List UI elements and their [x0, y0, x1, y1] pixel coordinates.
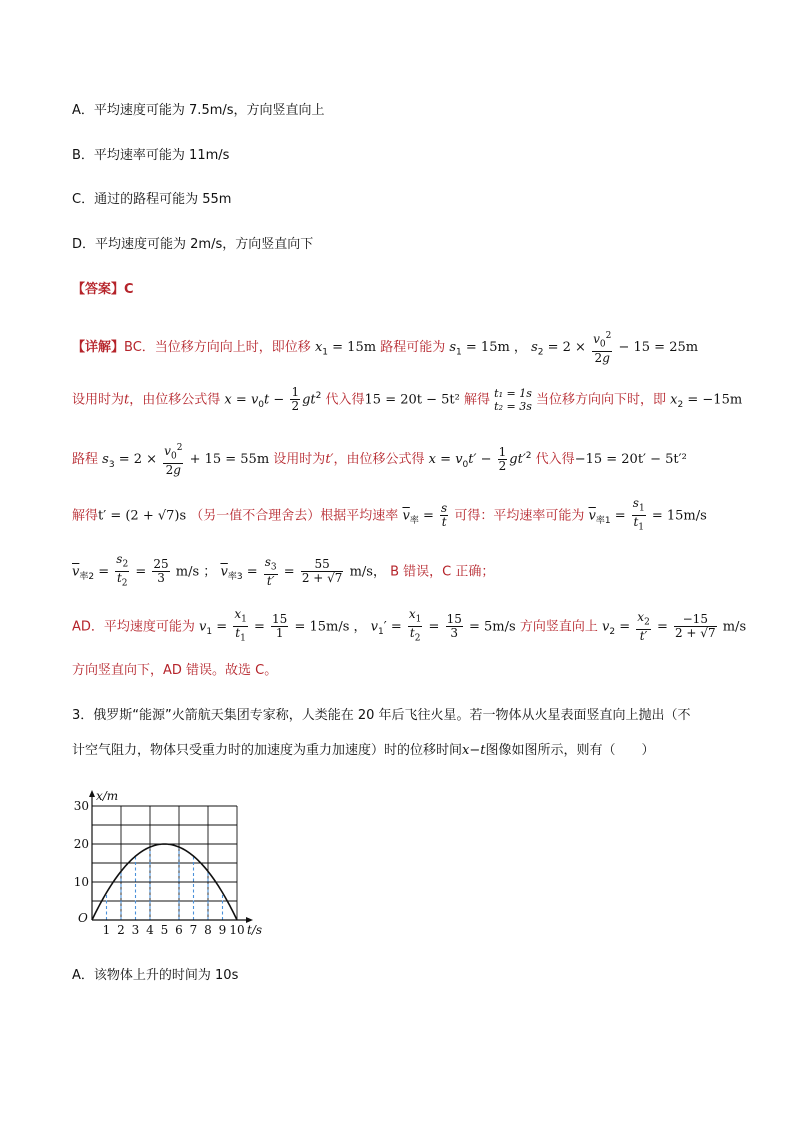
- detail-line-5: $\overline{v}_{率2}$ = $\frac{s_2}{t_2}$ = $\frac{25}{3}$ m/s ； $\overline{v}_{率3}$ = $\frac{s_3}{t'}$ = $\frac{55}{2 + √7}$ m/s， B 错误，C 正确；: [72, 552, 495, 589]
- question-3-line-2: 计空气阻力，物体只受重力时的加速度为重力加速度）时的位移时间x−t图像如图所示，则有（ ）: [72, 743, 655, 758]
- x-t-graph: [72, 789, 263, 943]
- y-tick-label: 20: [73, 837, 89, 851]
- y-tick-label: 10: [73, 875, 89, 889]
- dashed-guides: [107, 848, 223, 920]
- x-tick-label: 7: [189, 923, 198, 937]
- x-tick-label: 6: [175, 923, 183, 937]
- x-tick-label: 4: [146, 923, 154, 937]
- x-tick-label: 1: [102, 923, 111, 937]
- y-tick-label: 30: [73, 799, 89, 813]
- option-d-prev: D．平均速度可能为 2m/s，方向竖直向下: [72, 237, 314, 252]
- option-a-prev: A．平均速度可能为 7.5m/s，方向竖直向上: [72, 103, 325, 118]
- detail-line-2: 设用时为t，由位移公式得 $x = v_0t$ − $\frac{1}{2}$ $gt^2$ 代入得15 = 20t − 5t² 解得 t₁ = 1s t₂ = 3s 当位移方向向下时，即 $x_2 = -15m$: [72, 385, 743, 414]
- x-tick-label: 2: [117, 923, 125, 937]
- x-tick-labels: [103, 923, 245, 937]
- y-axis-label: x/m: [96, 789, 119, 803]
- x-tick-label: 5: [160, 923, 169, 937]
- detail-line-3: 路程 $s_3 = 2$ × $\frac{v_0^2}{2g}$ + 15 = 55m 设用时为t′，由位移公式得 $x = v_0t'$ − $\frac{1}{2}$ $gt'^2$ 代入得−15 = 20t′ − 5t′²: [72, 443, 687, 478]
- option-a-q3: A．该物体上升的时间为 10s: [72, 968, 239, 983]
- x-tick-label: 3: [131, 923, 140, 937]
- origin-label: O: [78, 911, 88, 925]
- y-axis-arrow: [89, 790, 95, 797]
- x-axis-label: t/s: [247, 923, 263, 937]
- answer-line: 【答案】C: [72, 282, 134, 297]
- grid: [92, 806, 237, 920]
- question-3-line-1: 3．俄罗斯“能源”火箭航天集团专家称，人类能在 20 年后飞往火星。若一物体从火星表面竖直向上抛出（不: [72, 708, 691, 723]
- option-c-prev: C．通过的路程可能为 55m: [72, 192, 232, 207]
- detail-line-6: AD．平均速度可能为 $v_1$ = $\frac{x_1}{t_1}$ = $\frac{15}{1}$ = 15m/s ， $v_1'$ = $\frac{x_1}{t_2}$ = $\frac{15}{3}$ = 5m/s 方向竖直向上 $v_2$ = $\frac{x_2}{t'}$ = $\frac{-15}{2 + √7}$ m/s: [72, 607, 747, 644]
- option-b-prev: B．平均速率可能为 11m/s: [72, 148, 230, 163]
- x-tick-label: 9: [218, 923, 227, 937]
- detail-line-4: 解得t′ = (2 + √7)s （另一值不合理舍去）根据平均速率 $\overline{v}_率$ = $\frac{s}{t}$ 可得：平均速率可能为 $\overline{v}_{率1}$ = $\frac{s_1}{t_1}$ = 15m/s: [72, 496, 707, 533]
- detail-line-7: 方向竖直向下，AD 错误。故选 C。: [72, 663, 278, 678]
- detail-line-1: 【详解】BC．当位移方向向上时，即位移 $x_1 = 15m$ 路程可能为 $s_1 = 15m$ ， $s_2 = 2$ × $\frac{v_0^2}{2g}$ − 15 = 25m: [72, 331, 699, 366]
- x-tick-label: 10: [229, 923, 245, 937]
- x-tick-label: 8: [204, 923, 212, 937]
- y-tick-labels: [74, 799, 89, 889]
